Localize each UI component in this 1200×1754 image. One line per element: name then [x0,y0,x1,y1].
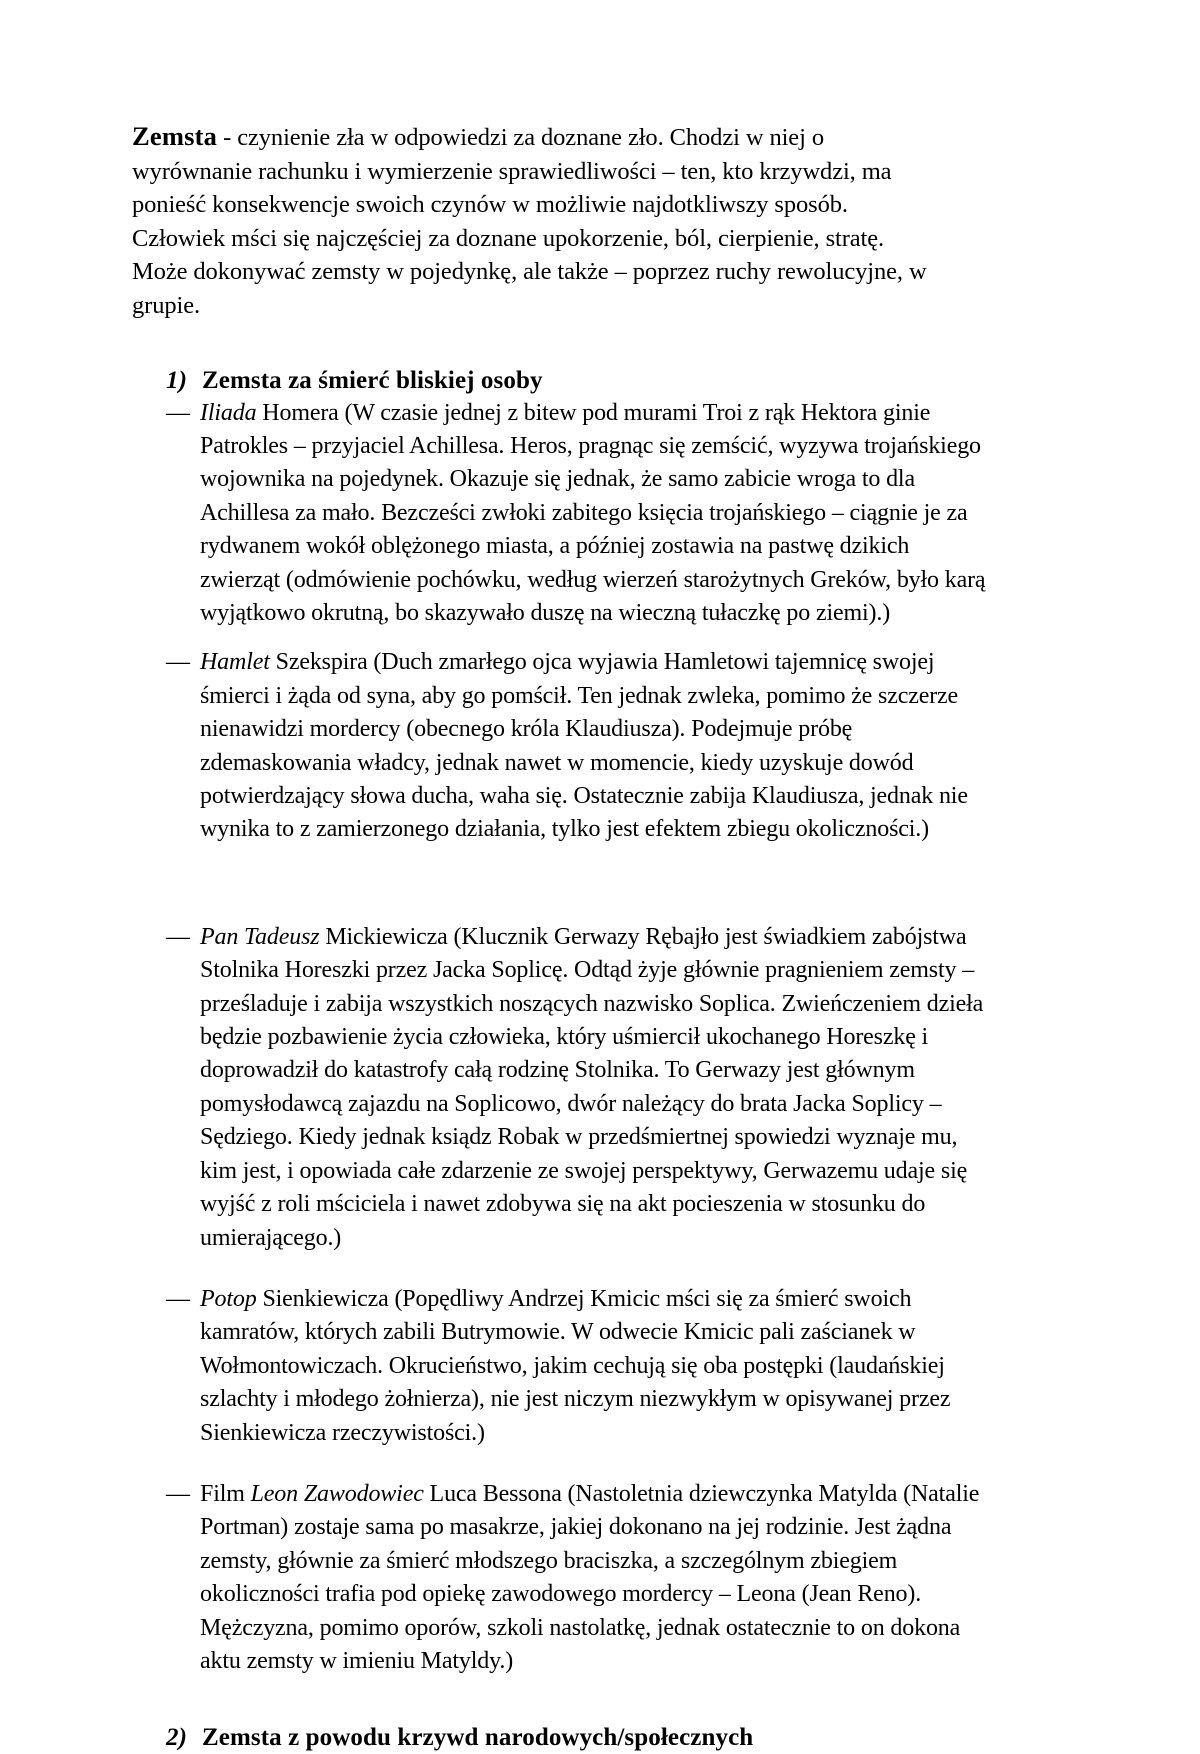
bullet-body: Luca Bessona (Nastoletnia dziewczynka Matylda (Natalie Portman) zostaje sama po masakrze, jakiej dokonano na jej rodzinie. Jest żądna zemsty, głównie za śmierć młodszego braciszka, a szczególnym zbiegiem okoliczności trafia pod opiekę zawodowego mordercy – Leona (Jean Reno). Mężczyzna, pomimo oporów, szkoli nastolatkę, jednak ostatecznie to on dokona aktu zemsty w imieniu Matyldy.) [200,1480,980,1674]
work-title: Hamlet [200,649,270,676]
bullet-text [200,1478,995,1678]
intro-lead-term: Zemsta [132,121,218,151]
bullet-body: Homera (W czasie jednej z bitew pod murami Troi z rąk Hektora ginie Patrokles – przyjaciel Achillesa. Heros, pragnąc się zemścić, wyzywa trojańskiego wojownika na pojedynek. Okazuje się jednak, że samo zabicie wroga to dla Achillesa za mało. Bezcześci zwłoki zabitego księcia trojańskiego – ciągnie je za rydwanem wokół oblężonego miasta, a później zostawia na pastwę dzikich zwierząt (odmówienie pochówku, według wierzeń starożytnych Greków, było karą wyjątkowo okrutną, bo skazywało duszę na wieczną tułaczkę po ziemi).) [200,399,986,626]
section-heading-1 [132,365,1072,397]
dash-bullet-icon: — [166,649,190,676]
section-number-1: 1) [166,366,188,394]
dash-bullet-icon: — [166,1285,190,1312]
list-item [132,1283,1072,1450]
intro-body-text: - czynienie zła w odpowiedzi za doznane zło. Chodzi w niej o wyrównanie rachunku i wymierzenie sprawiedliwości – ten, kto krzywdzi, ma ponieść konsekwencje swoich czynów w możliwie najdotkliwszy sposób. Człowiek mści się najczęściej za doznane upokorzenie, ból, cierpienie, stratę. Może dokonywać zemsty w pojedynkę, ale także – poprzez ruchy rewolucyjne, w grupie. [132,124,927,319]
dash-bullet-icon: — [166,923,190,950]
bullet-text [200,921,995,1255]
bullet-prefix: Film [200,1480,251,1507]
bullet-text [200,1283,995,1450]
list-item [132,397,1072,631]
bullet-text [200,397,995,631]
list-item [132,921,1072,1255]
section-title-2: Zemsta z powodu krzywd narodowych/społecznych [202,1724,754,1752]
work-title: Leon Zawodowiec [250,1480,424,1507]
bullet-body: Szekspira (Duch zmarłego ojca wyjawia Hamletowi tajemnicę swojej śmierci i żąda od syna, aby go pomścił. Ten jednak zwleka, pomimo że szczerze nienawidzi mordercy (obecnego króla Klaudiusza). Podejmuje próbę zdemaskowania władcy, jednak nawet w momencie, kiedy uzyskuje dowód potwierdzający słowa ducha, waha się. Ostatecznie zabija Klaudiusza, jednak nie wynika to z zamierzonego działania, tylko jest efektem zbiegu okoliczności.) [200,649,968,843]
list-item [132,646,1072,846]
intro-paragraph [132,120,927,323]
work-title: Potop [200,1285,257,1312]
dash-bullet-icon: — [166,399,190,426]
section-number-2: 2) [166,1724,188,1752]
work-title: Iliada [200,399,257,426]
spacer [132,847,1072,921]
bullet-body: Mickiewicza (Klucznik Gerwazy Rębajło jest świadkiem zabójstwa Stolnika Horeszki przez Jacka Soplicę. Odtąd żyje głównie pragnieniem zemsty – prześladuje i zabija wszystkich noszących nazwisko Soplica. Zwieńczeniem dzieła będzie pozbawienie życia człowieka, który uśmiercił ukochanego Horeszkę i doprowadził do katastrofy całą rodzinę Stolnika. To Gerwazy jest głównym pomysłodawcą zajazdu na Soplicowo, dwór należący do brata Jacka Soplicy – Sędziego. Kiedy jednak ksiądz Robak w przedśmiertnej spowiedzi wyznaje mu, kim jest, i opowiada całe zdarzenie ze swojej perspektywy, Gerwazemu udaje się wyjść z roli mściciela i nawet zdobywa się na akt pocieszenia w stosunku do umierającego.) [200,923,984,1251]
spacer [132,1450,1072,1478]
spacer [132,630,1072,646]
section-heading-2 [132,1722,1072,1754]
list-item [132,1478,1072,1678]
spacer [132,1255,1072,1283]
section-title-1: Zemsta za śmierć bliskiej osoby [202,366,543,394]
bullet-body: Sienkiewicza (Popędliwy Andrzej Kmicic mści się za śmierć swoich kamratów, których zabili Butrymowie. W odwecie Kmicic pali zaścianek w Wołmontowiczach. Okrucieństwo, jakim cechują się oba postępki (laudańskiej szlachty i młodego żołnierza), nie jest niczym niezwykłym w opisywanej przez Sienkiewicza rzeczywistości.) [200,1285,951,1446]
bullet-list-1 [132,397,1072,1679]
work-title: Pan Tadeusz [200,923,320,950]
dash-bullet-icon: — [166,1480,190,1507]
bullet-text [200,646,995,846]
